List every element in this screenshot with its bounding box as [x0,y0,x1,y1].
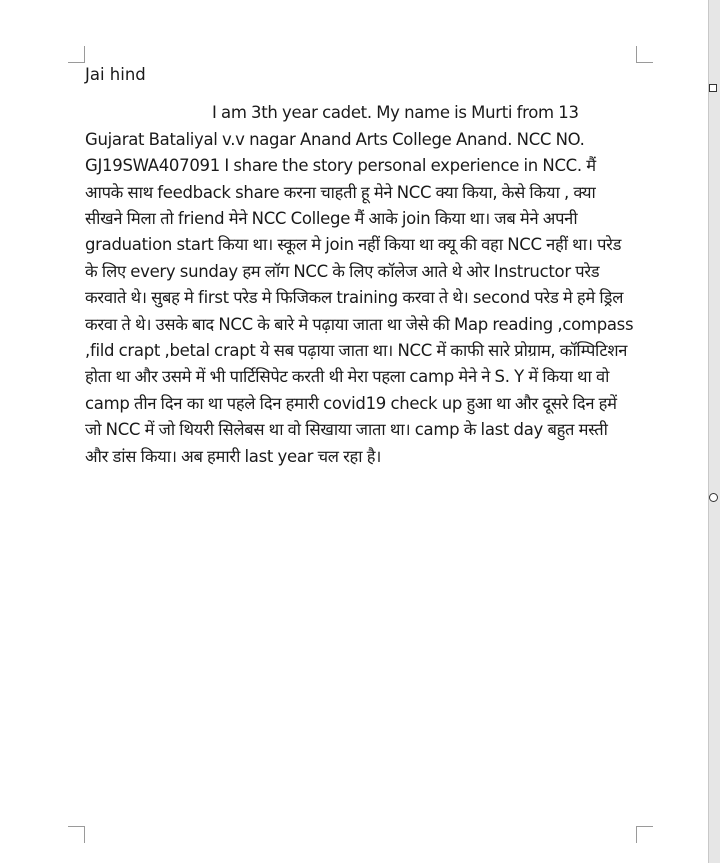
crop-mark-top-right [636,46,653,63]
greeting-line: Jai hind [85,65,146,84]
document-text-area[interactable] [85,62,635,470]
body-paragraph: I am 3th year cadet. My name is Murti from 13 Gujarat Bataliyal v.v nagar Anand Arts College Anand. NCC NO. GJ19SWA407091 I share the story personal experience in NCC. मैं आपके साथ feedback share करना चाहती हू मेने NCC क्या किया, केसे किया , क्या सीखने मिला तो friend मेने NCC College मैं आके join किया था। जब मेने अपनी graduation start किया था। स्कूल मे join नहीं किया था क्यू की वहा NCC नहीं था। परेड के लिए every sunday हम लॉग NCC के लिए कॉलेज आते थे ओर Instructor परेड करवाते थे। सुबह मे first परेड मे फिजिकल training करवा ते थे। second परेड मे हमे ड्रिल करवा ते थे। उसके बाद NCC के बारे मे पढ़ाया जाता था जेसे की Map reading ,compass ,fild crapt ,betal crapt ये सब पढ़ाया जाता था। NCC में काफी सारे प्रोग्राम, कॉम्पिटिशन होता था और उसमे में भी पार्टिसिपेट करती थी मेरा पहला camp मेने ने S. Y में किया था वो camp तीन दिन का था पहले दिन हमारी covid19 check up हुआ था और दूसरे दिन हमें जो NCC में जो थियरी सिलेबस था वो सिखाया जाता था। camp के last day बहुत मस्ती और डांस किया। अब हमारी last year चल रहा है। [85,103,634,466]
square-handle-icon[interactable] [709,84,717,92]
crop-mark-bottom-right [636,826,653,843]
right-scroll-rail[interactable] [708,0,720,863]
crop-mark-top-left [68,46,85,63]
crop-mark-bottom-left [68,826,85,843]
circle-handle-icon[interactable] [709,493,718,502]
rail-divider [708,0,709,863]
